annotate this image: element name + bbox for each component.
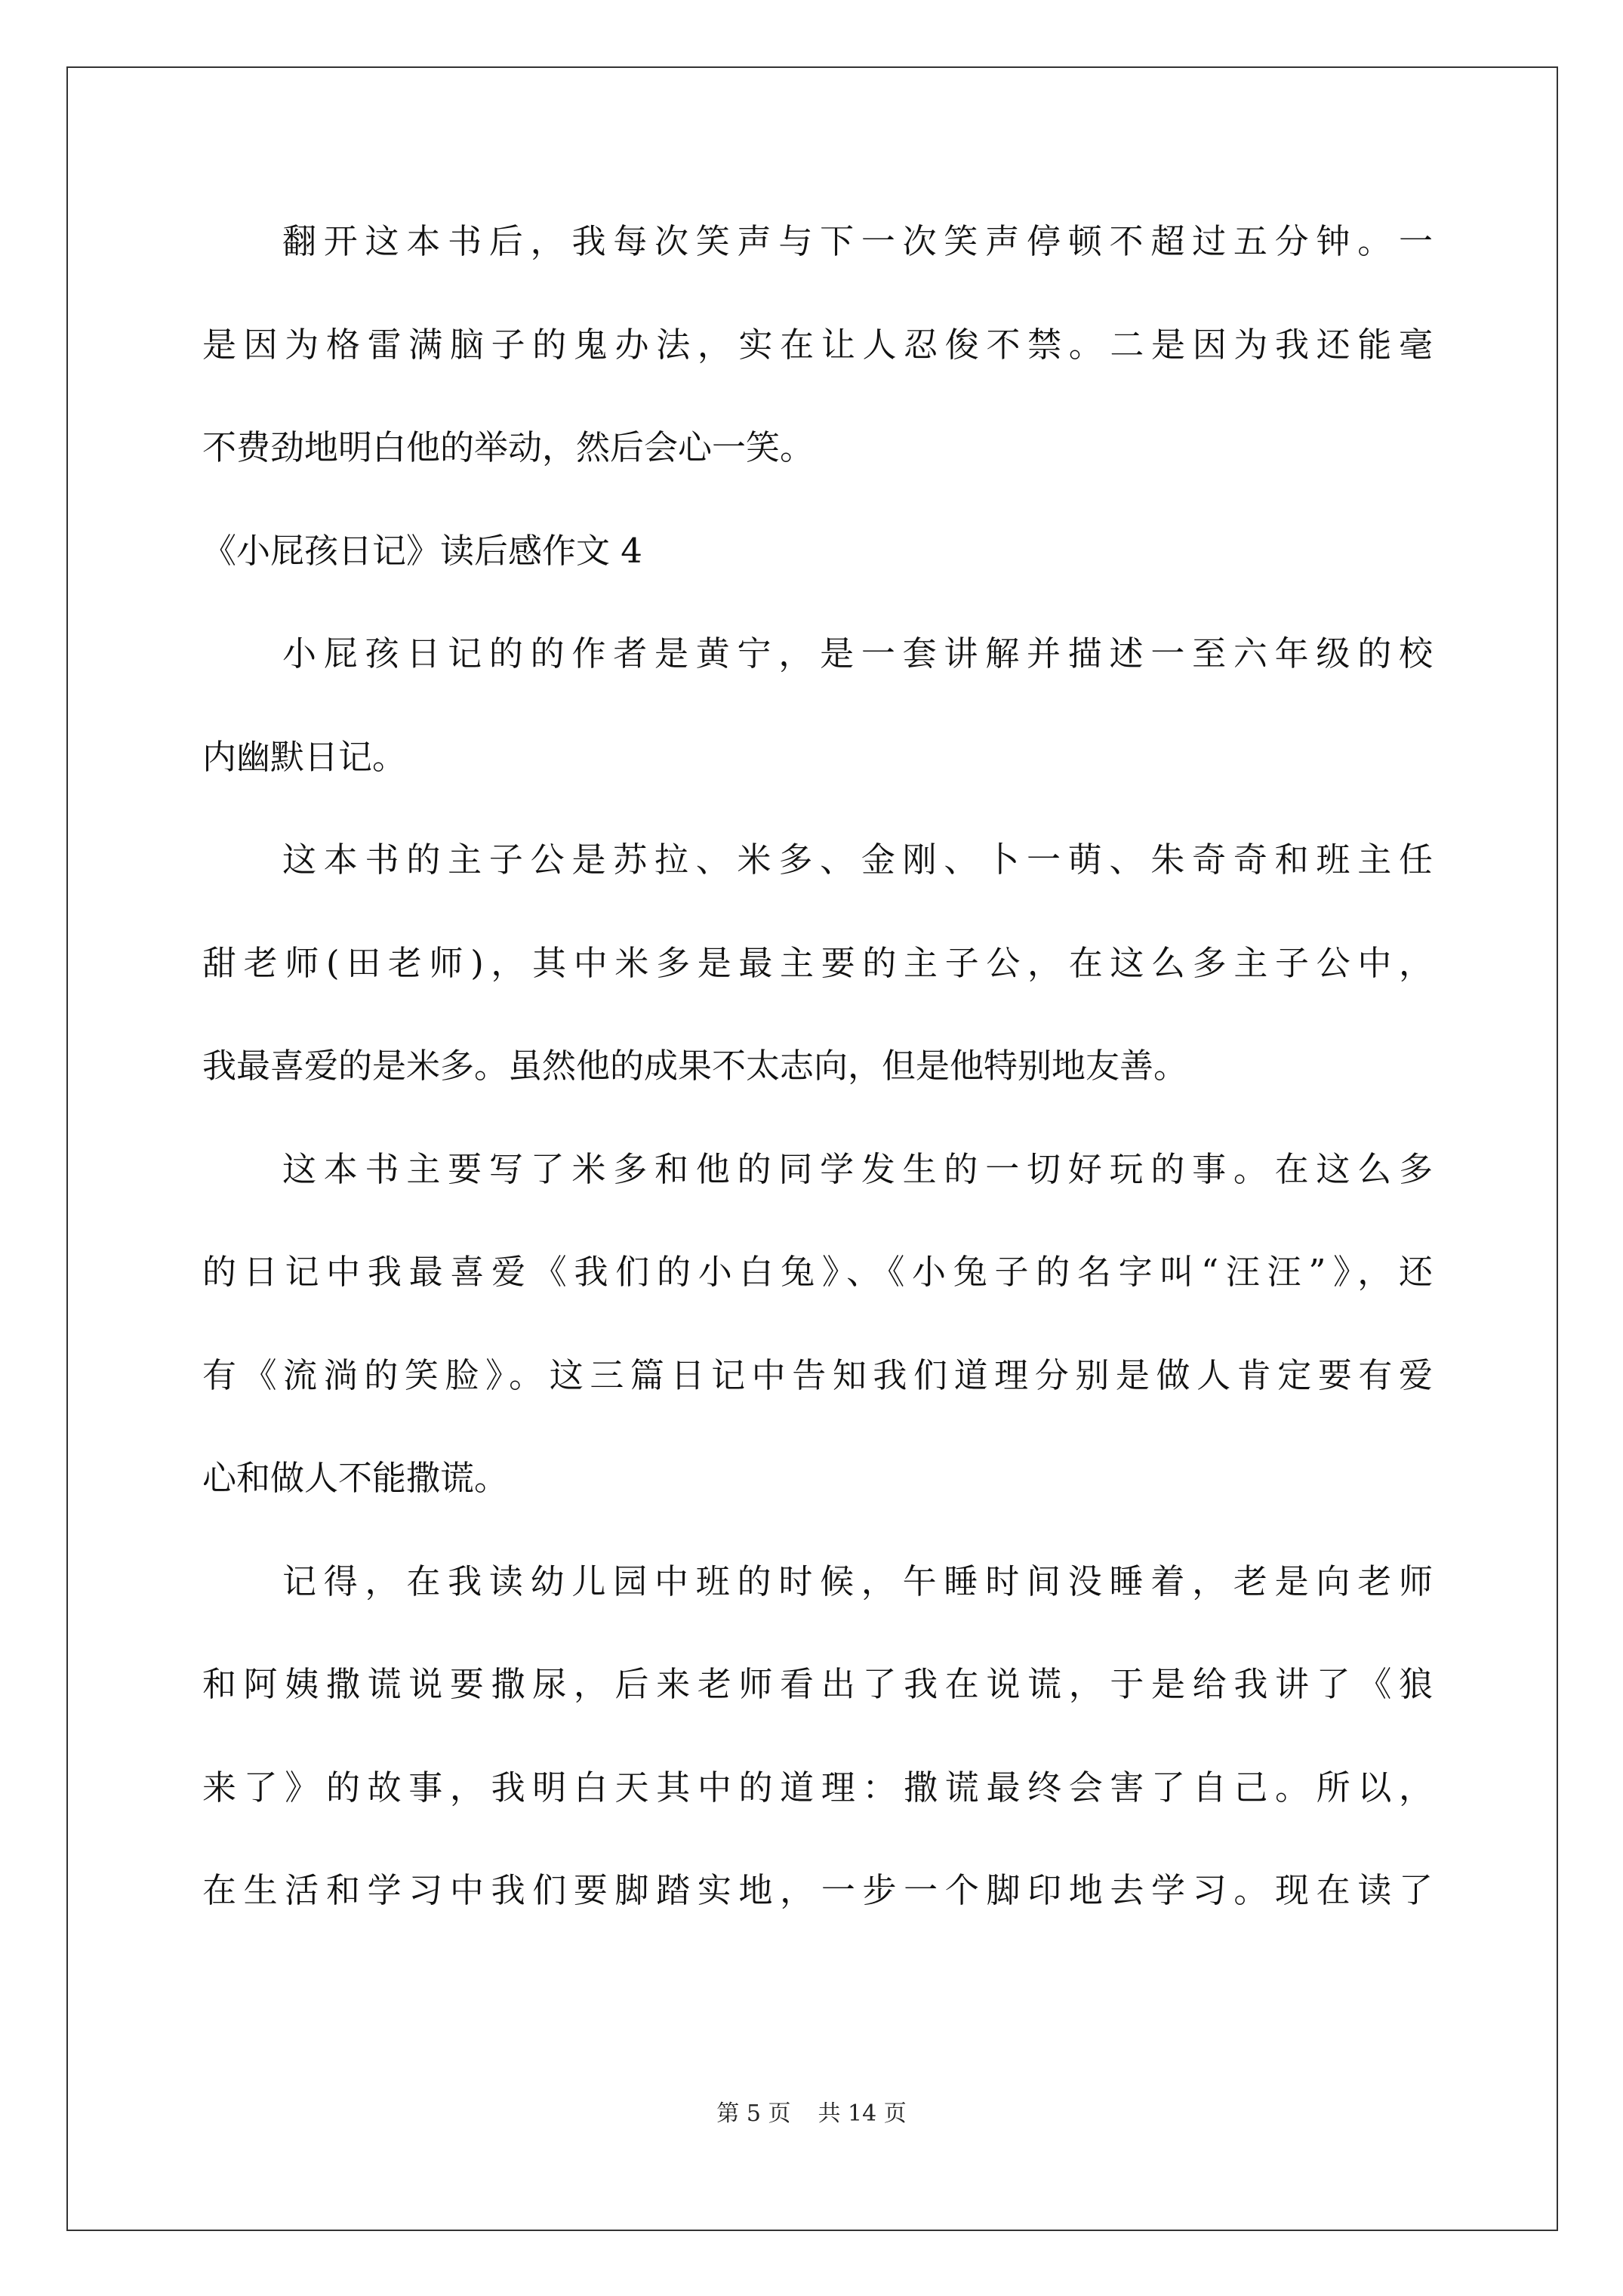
paragraph-line: 这本书的主子公是苏拉、米多、金刚、卜一萌、朱奇奇和班主任 [282,840,1433,880]
paragraph-line: 来了》的故事，我明白天其中的道理：撒谎最终会害了自己。所以， [202,1767,1433,1808]
paragraph-line: 甜老师(田老师)，其中米多是最主要的主子公，在这么多主子公中， [202,943,1433,983]
paragraph-line: 这本书主要写了米多和他的同学发生的一切好玩的事。在这么多 [282,1149,1433,1189]
page-footer [0,2099,1623,2129]
paragraph-line: 有《流淌的笑脸》。这三篇日记中告知我们道理分别是做人肯定要有爱 [202,1355,1433,1395]
paragraph-line: 记得，在我读幼儿园中班的时候，午睡时间没睡着，老是向老师 [282,1561,1433,1601]
paragraph-line: 内幽默日记。 [202,737,407,777]
section-heading: 《小屁孩日记》读后感作文 4 [202,531,642,571]
paragraph-line: 在生活和学习中我们要脚踏实地，一步一个脚印地去学习。现在读了 [202,1870,1433,1910]
paragraph-line: 和阿姨撒谎说要撒尿，后来老师看出了我在说谎，于是给我讲了《狼 [202,1664,1433,1704]
paragraph-line: 小屁孩日记的的作者是黄宁，是一套讲解并描述一至六年级的校 [282,633,1433,673]
paragraph-line: 心和做人不能撒谎。 [202,1458,509,1498]
paragraph-line: 不费劲地明白他的举动，然后会心一笑。 [202,427,815,467]
page-number: 第 5 页 [716,2100,791,2127]
paragraph-line: 的日记中我最喜爱《我们的小白兔》、《小兔子的名字叫“汪汪”》，还 [202,1252,1433,1292]
page-total: 共 14 页 [818,2100,907,2127]
paragraph-line: 是因为格雷满脑子的鬼办法，实在让人忍俊不禁。二是因为我还能毫 [202,325,1433,365]
paragraph-line: 我最喜爱的是米多。虽然他的成果不太志向，但是他特别地友善。 [202,1046,1188,1086]
paragraph-line: 翻开这本书后，我每次笑声与下一次笑声停顿不超过五分钟。一 [282,221,1433,261]
